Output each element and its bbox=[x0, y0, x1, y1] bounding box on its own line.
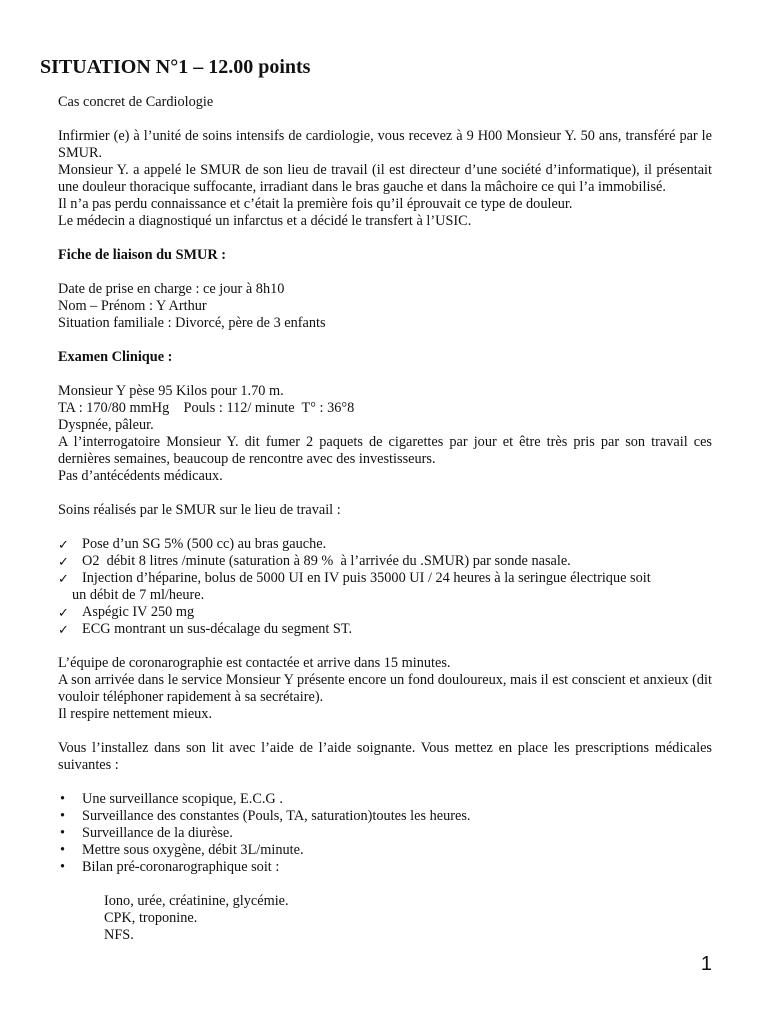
fiche-situation: Situation familiale : Divorcé, père de 3 enfants bbox=[58, 315, 326, 331]
list-item bbox=[58, 859, 712, 876]
list-item bbox=[58, 791, 712, 808]
suite-paragraph-4: Vous l’installez dans son lit avec l’aide de l’aide soignante. Vous mettez en place les prescriptions médicales suivantes : bbox=[58, 740, 712, 773]
intro-paragraph-1: Infirmier (e) à l’unité de soins intensifs de cardiologie, vous recevez à 9 H00 Monsieur Y. 50 ans, transféré par le SMUR. bbox=[58, 128, 712, 161]
prescription-text: Bilan pré-coronarographique soit : bbox=[82, 859, 280, 875]
list-item bbox=[58, 553, 712, 570]
page-number: 1 bbox=[700, 953, 712, 975]
examen-antecedents: Pas d’antécédents médicaux. bbox=[58, 468, 223, 484]
checkmark-icon: ✓ bbox=[58, 571, 69, 586]
examen-interrogatoire: A l’interrogatoire Monsieur Y. dit fumer 2 paquets de cigarettes par jour et être très pris par son travail ces dernières semaines, beaucoup de rencontre avec des investisseurs. bbox=[58, 434, 712, 467]
bullet-icon: • bbox=[60, 825, 66, 841]
fiche-nom: Nom – Prénom : Y Arthur bbox=[58, 298, 207, 314]
examen-constantes: TA : 170/80 mmHg Pouls : 112/ minute T° : 36°8 bbox=[58, 400, 355, 416]
examen-heading: Examen Clinique : bbox=[58, 349, 173, 365]
bilan-line-2: CPK, troponine. bbox=[104, 910, 198, 926]
bullet-icon: • bbox=[60, 808, 66, 824]
list-item bbox=[58, 825, 712, 842]
bilan-line-1: Iono, urée, créatinine, glycémie. bbox=[104, 893, 289, 909]
suite-paragraph-2: A son arrivée dans le service Monsieur Y présente encore un fond douloureux, mais il est conscient et anxieux (dit vouloir téléphoner rapidement à sa secrétaire). bbox=[58, 672, 712, 705]
case-type: Cas concret de Cardiologie bbox=[58, 94, 214, 110]
checkmark-icon: ✓ bbox=[58, 622, 69, 637]
soins-list bbox=[58, 536, 712, 638]
suite-paragraph-1: L’équipe de coronarographie est contactée et arrive dans 15 minutes. bbox=[58, 655, 451, 671]
bilan-block bbox=[104, 893, 712, 944]
document-body bbox=[58, 94, 712, 944]
prescription-text: Surveillance de la diurèse. bbox=[82, 825, 233, 841]
list-item bbox=[58, 536, 712, 553]
list-item bbox=[58, 570, 712, 604]
prescription-text: Une surveillance scopique, E.C.G . bbox=[82, 791, 283, 807]
list-item bbox=[58, 604, 712, 621]
list-item bbox=[58, 842, 712, 859]
examen-poids: Monsieur Y pèse 95 Kilos pour 1.70 m. bbox=[58, 383, 284, 399]
bullet-icon: • bbox=[60, 859, 66, 875]
soins-item-text: O2 débit 8 litres /minute (saturation à 89 % à l’arrivée du .SMUR) par sonde nasale. bbox=[82, 553, 571, 569]
checkmark-icon: ✓ bbox=[58, 537, 69, 552]
suite-paragraph-3: Il respire nettement mieux. bbox=[58, 706, 213, 722]
list-item bbox=[58, 808, 712, 825]
prescription-text: Mettre sous oxygène, débit 3L/minute. bbox=[82, 842, 304, 858]
page-title: SITUATION N°1 – 12.00 points bbox=[40, 56, 311, 78]
bullet-icon: • bbox=[60, 842, 66, 858]
bullet-icon: • bbox=[60, 791, 66, 807]
soins-item-text: Pose d’un SG 5% (500 cc) au bras gauche. bbox=[82, 536, 327, 552]
prescription-text: Surveillance des constantes (Pouls, TA, saturation)toutes les heures. bbox=[82, 808, 471, 824]
prescriptions-list bbox=[58, 791, 712, 876]
fiche-heading: Fiche de liaison du SMUR : bbox=[58, 247, 227, 263]
soins-item-text: Injection d’héparine, bolus de 5000 UI en IV puis 35000 UI / 24 heures à la seringue électrique soit bbox=[82, 570, 651, 586]
list-item bbox=[58, 621, 712, 638]
fiche-date: Date de prise en charge : ce jour à 8h10 bbox=[58, 281, 285, 297]
checkmark-icon: ✓ bbox=[58, 605, 69, 620]
soins-item-text: Aspégic IV 250 mg bbox=[82, 604, 195, 620]
soins-item-text: ECG montrant un sus-décalage du segment ST. bbox=[82, 621, 353, 637]
intro-paragraph-3: Il n’a pas perdu connaissance et c’était la première fois qu’il éprouvait ce type de douleur. bbox=[58, 196, 573, 212]
intro-paragraph-4: Le médecin a diagnostiqué un infarctus et a décidé le transfert à l’USIC. bbox=[58, 213, 472, 229]
intro-paragraph-2: Monsieur Y. a appelé le SMUR de son lieu de travail (il est directeur d’une société d’informatique), il présentait une douleur thoracique suffocante, irradiant dans le bras gauche et dans la mâchoire ce qui l’a immobilisé. bbox=[58, 162, 712, 195]
checkmark-icon: ✓ bbox=[58, 554, 69, 569]
examen-dyspnee: Dyspnée, pâleur. bbox=[58, 417, 154, 433]
bilan-line-3: NFS. bbox=[104, 927, 134, 943]
soins-item-continuation: un débit de 7 ml/heure. bbox=[72, 587, 205, 603]
soins-heading: Soins réalisés par le SMUR sur le lieu de travail : bbox=[58, 502, 341, 518]
